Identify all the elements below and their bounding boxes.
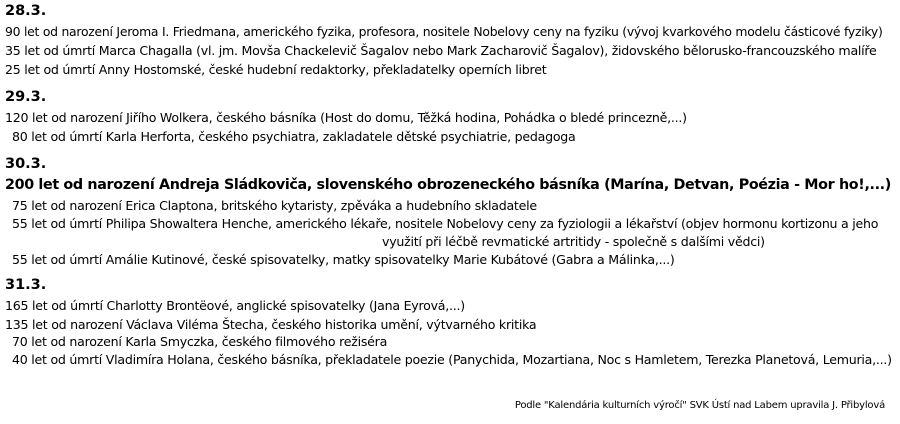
date-heading-30-3: 30.3. — [5, 156, 47, 172]
anniversary-entry: 120 let od narození Jiřího Wolkera, českého básníka (Host do domu, Těžká hodina, Pohádka o bledé princezně,...) — [5, 110, 687, 125]
anniversary-entry: 55 let od úmrtí Amálie Kutinové, české spisovatelky, matky spisovatelky Marie Kubátové (Gabra a Málinka,...) — [12, 252, 675, 267]
anniversary-entry: 75 let od narození Erica Claptona, britského kytaristy, zpěváka a hudebního skladatele — [12, 198, 537, 213]
anniversary-entry: 70 let od narození Karla Smyczka, českého filmového režiséra — [12, 334, 388, 349]
anniversary-entry: 55 let od úmrtí Philipa Showaltera Henche, amerického lékaře, nositele Nobelovy ceny za fyziologii a lékařství (objev hormonu kortizonu a jeho — [12, 216, 879, 231]
anniversary-entry: 35 let od úmrtí Marca Chagalla (vl. jm. Movša Chackelevič Šagalov nebo Mark Zacharovič Šagalov), židovského bělorusko-francouzského malíře — [5, 43, 877, 58]
anniversary-entry: 40 let od úmrtí Vladimíra Holana, českého básníka, překladatele poezie (Panychida, Mozartiana, Noc s Hamletem, Terezka Planetová, Lemuria,...) — [12, 352, 892, 367]
anniversary-entry-continuation: využití při léčbě revmatické artritidy - společně s dalšími vědci) — [382, 234, 765, 249]
source-credit: Podle "Kalendária kulturních výročí" SVK Ústí nad Labem upravila J. Přibylová — [514, 400, 885, 411]
date-heading-28-3: 28.3. — [5, 3, 47, 19]
anniversary-entry: 25 let od úmrtí Anny Hostomské, české hudební redaktorky, překladatelky operních libret — [5, 62, 547, 77]
anniversary-entry: 80 let od úmrtí Karla Herforta, českého psychiatra, zakladatele dětské psychiatrie, pedagoga — [12, 129, 576, 144]
date-heading-31-3: 31.3. — [5, 277, 47, 293]
date-heading-29-3: 29.3. — [5, 89, 47, 105]
anniversary-entry: 135 let od narození Václava Viléma Štecha, českého historika umění, výtvarného kritika — [5, 317, 537, 332]
anniversary-entry-highlight: 200 let od narození Andreja Sládkoviča, slovenského obrozeneckého básníka (Marína, Detvan, Poézia - Mor ho!,...) — [5, 177, 891, 193]
anniversary-entry: 90 let od narození Jeroma I. Friedmana, amerického fyzika, profesora, nositele Nobelovy ceny na fyziku (vývoj kvarkového modelu částicové fyziky) — [5, 24, 883, 39]
anniversary-entry: 165 let od úmrtí Charlotty Brontëové, anglické spisovatelky (Jana Eyrová,...) — [5, 298, 465, 313]
